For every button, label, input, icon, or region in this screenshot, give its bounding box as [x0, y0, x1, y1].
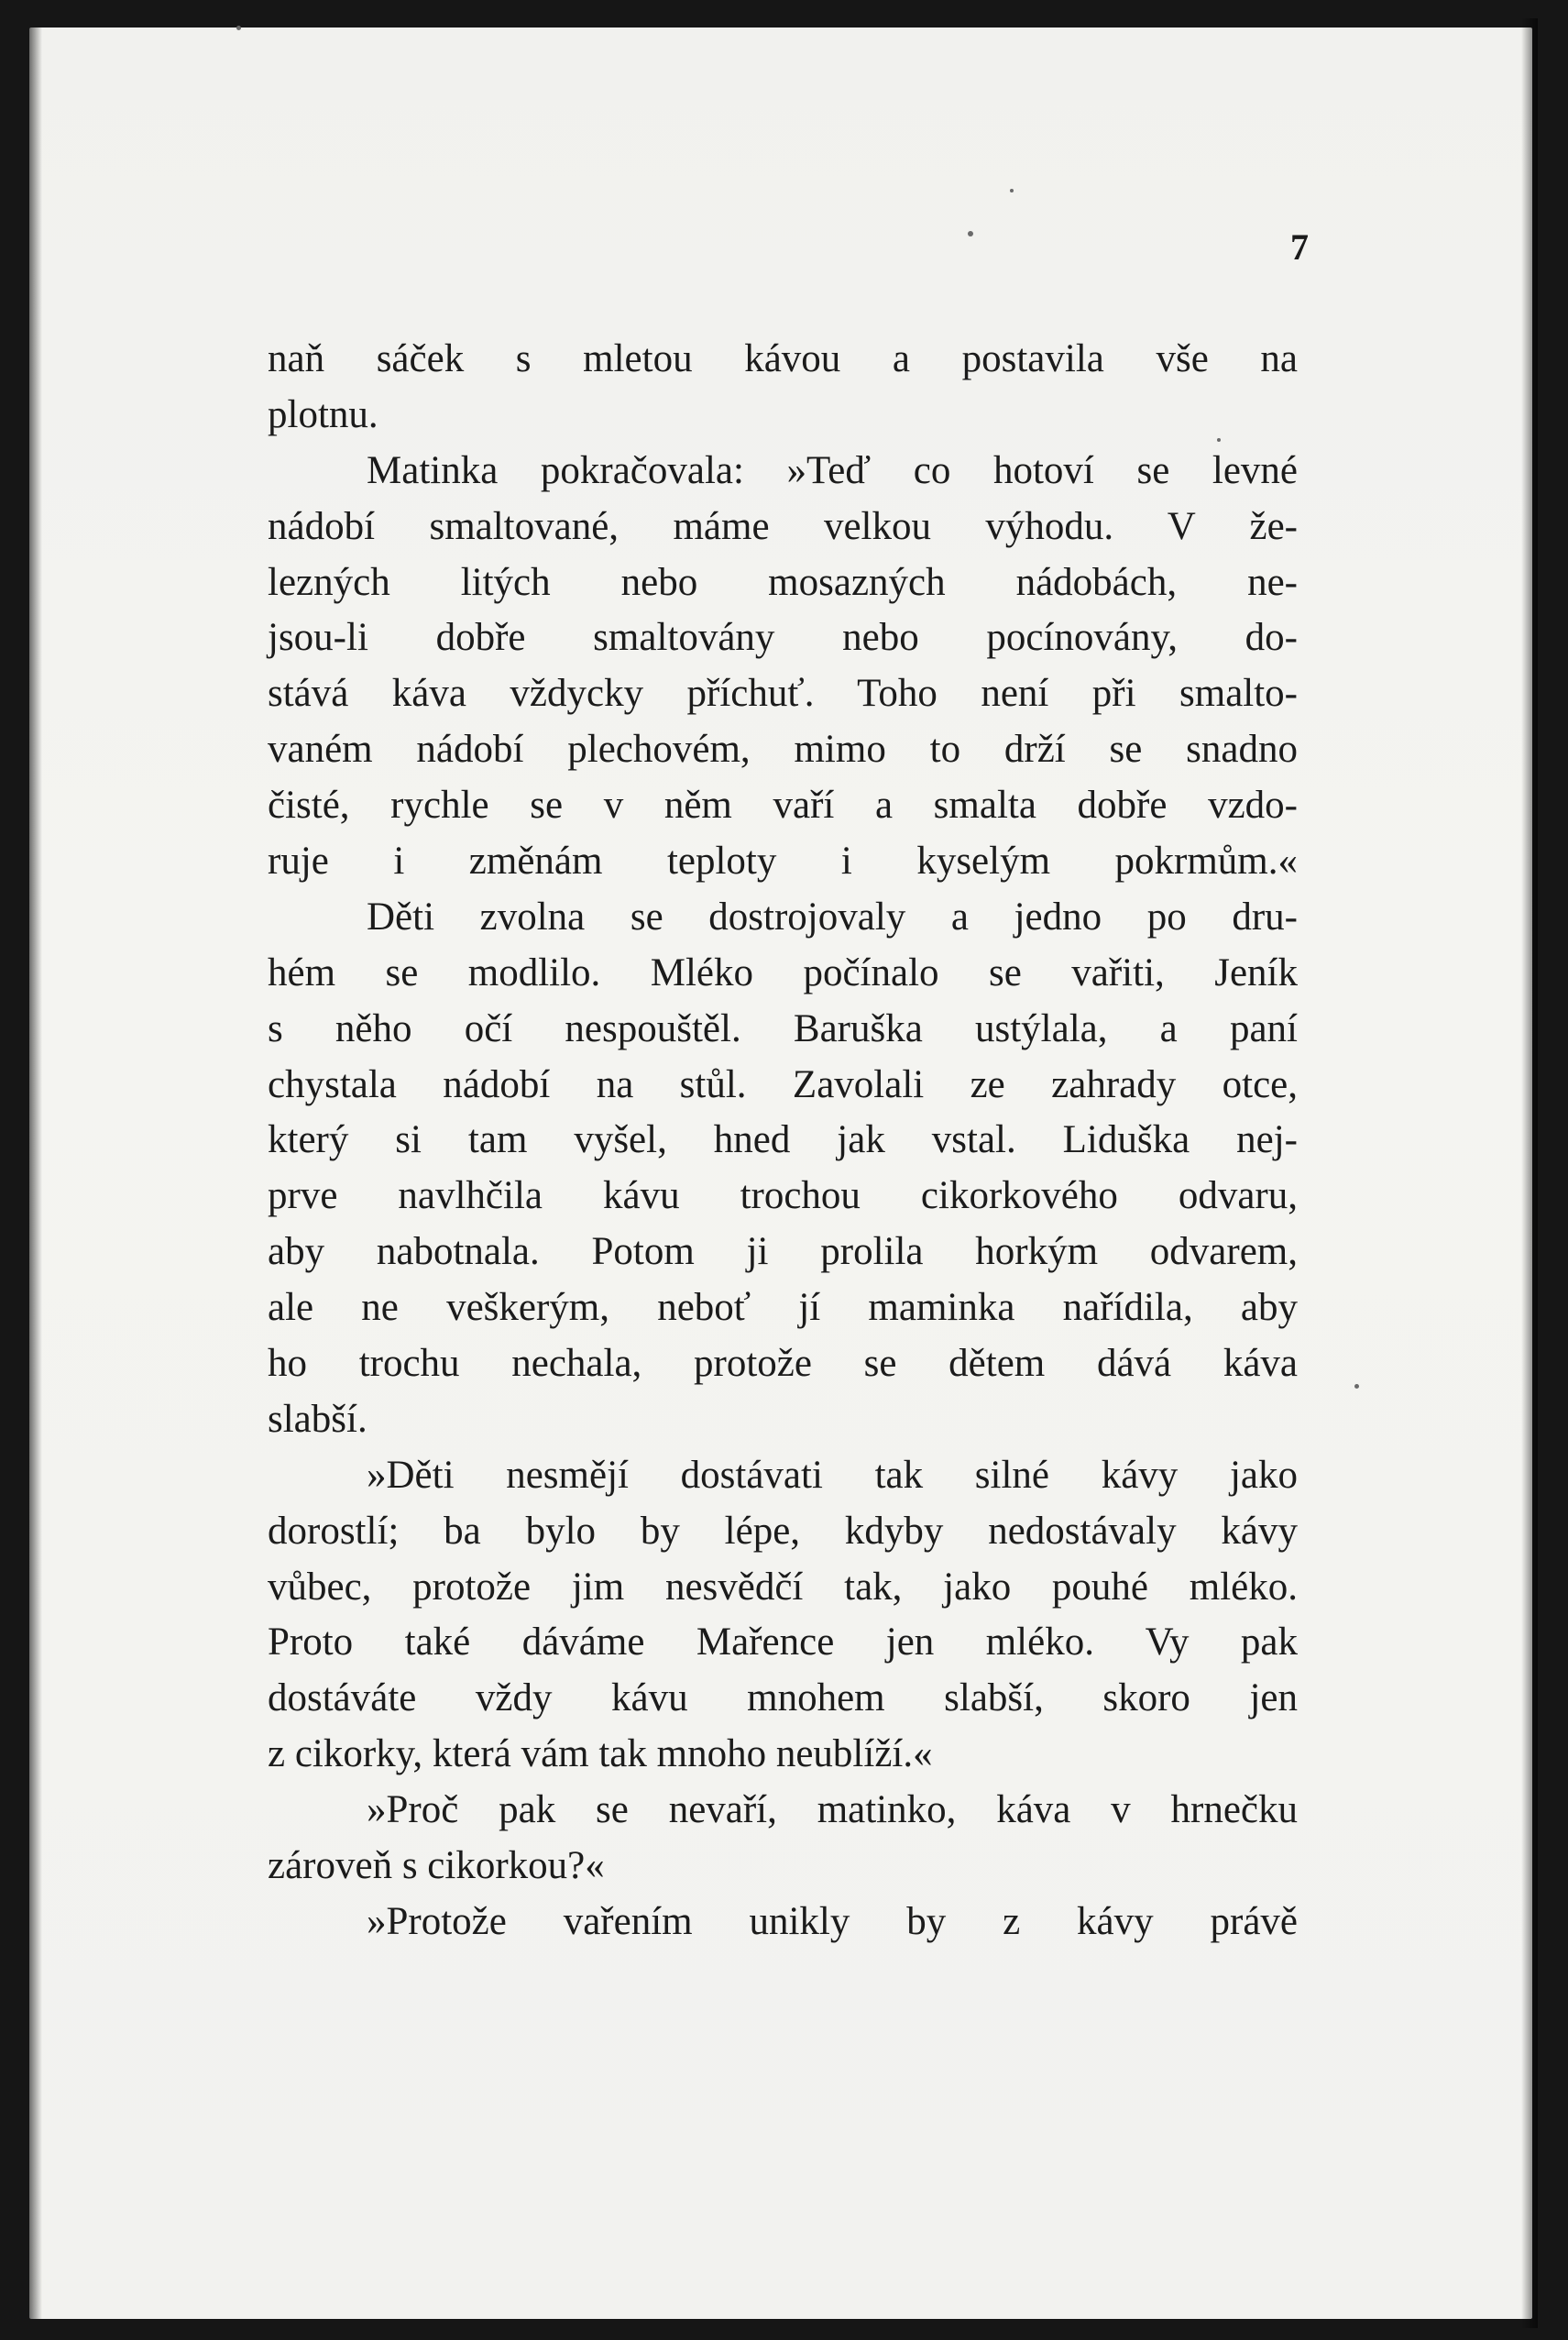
page-number: 7	[1290, 226, 1309, 268]
text-line: lezných litých nebo mosazných nádobách, ne-	[268, 560, 1298, 604]
text-line: ale ne veškerým, neboť jí maminka nařídila, aby	[268, 1286, 1298, 1330]
text-line: nádobí smaltované, máme velkou výhodu. V že-	[268, 504, 1298, 548]
text-line: zároveň s cikorkou?«	[268, 1844, 605, 1888]
text-line: s něho očí nespouštěl. Baruška ustýlala, a paní	[268, 1006, 1298, 1050]
text-line: »Proč pak se nevaří, matinko, káva v hrnečku	[367, 1788, 1298, 1832]
text-line: Matinka pokračovala: »Teď co hotoví se levné	[367, 448, 1298, 492]
text-line: prve navlhčila kávu trochou cikorkového odvaru,	[268, 1174, 1298, 1218]
paper-speck	[1010, 189, 1014, 192]
text-line: dostáváte vždy kávu mnohem slabší, skoro jen	[268, 1676, 1298, 1720]
text-line: Děti zvolna se dostrojovaly a jedno po dru-	[367, 895, 1298, 939]
text-line: stává káva vždycky příchuť. Toho není při smalto-	[268, 672, 1298, 716]
text-line: chystala nádobí na stůl. Zavolali ze zahrady otce,	[268, 1062, 1298, 1106]
paper-speck	[1354, 1384, 1359, 1389]
page-gutter-shadow	[29, 27, 42, 2319]
text-line: hém se modlilo. Mléko počínalo se vařiti, Jeník	[268, 950, 1298, 994]
text-line: plotnu.	[268, 392, 378, 436]
body-text	[268, 332, 1298, 1950]
text-line: aby nabotnala. Potom ji prolila horkým odvarem,	[268, 1230, 1298, 1274]
text-line: ruje i změnám teploty i kyselým pokrmům.«	[268, 840, 1298, 884]
text-line: Proto také dáváme Mařence jen mléko. Vy pak	[268, 1620, 1298, 1664]
text-line: čisté, rychle se v něm vaří a smalta dobře vzdo-	[268, 784, 1298, 828]
text-line: slabší.	[268, 1397, 367, 1441]
text-line: »Děti nesmějí dostávati tak silné kávy jako	[367, 1453, 1298, 1497]
text-line: ho trochu nechala, protože se dětem dává káva	[268, 1342, 1298, 1386]
text-line: z cikorky, která vám tak mnoho neublíží.«	[268, 1732, 933, 1776]
text-line: vůbec, protože jim nesvědčí tak, jako pouhé mléko.	[268, 1565, 1298, 1609]
text-line: vaném nádobí plechovém, mimo to drží se snadno	[268, 728, 1298, 772]
paper-speck	[236, 26, 241, 30]
text-line: jsou-li dobře smaltovány nebo pocínovány, do-	[268, 616, 1298, 660]
text-line: dorostlí; ba bylo by lépe, kdyby nedostávaly kávy	[268, 1509, 1298, 1553]
text-line: naň sáček s mletou kávou a postavila vše na	[268, 337, 1298, 380]
text-line: »Protože vařením unikly by z kávy právě	[367, 1899, 1298, 1943]
text-line: který si tam vyšel, hned jak vstal. Liduška nej-	[268, 1118, 1298, 1162]
page-edge-shadow	[1521, 18, 1538, 2328]
paper-speck	[968, 231, 973, 236]
